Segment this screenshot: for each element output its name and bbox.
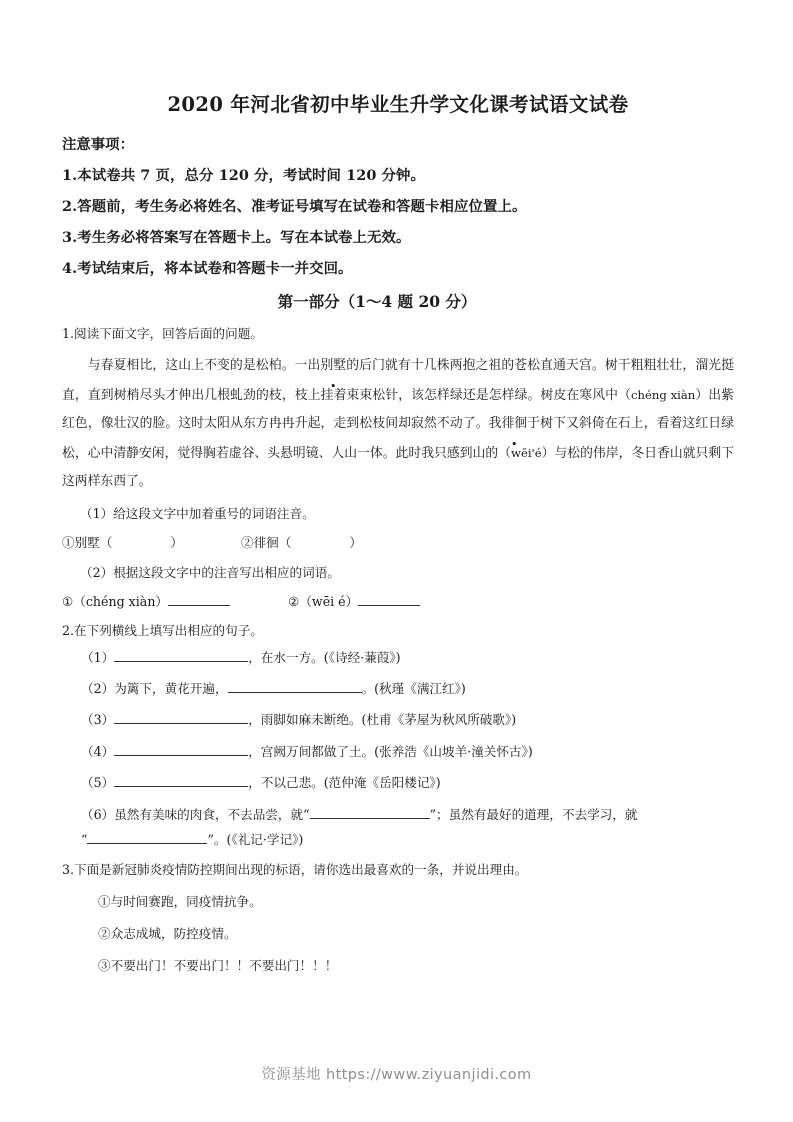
answer-blank-3[interactable] xyxy=(168,593,230,606)
item-6-part-1: 虽然有美味的肉食，不去品尝，就“ xyxy=(114,806,310,822)
pinyin-answer-item-2: ②（wēi é） xyxy=(288,593,359,609)
passage-seg-1: 与春夏相比，这山上不变的是松柏。一出 xyxy=(87,358,321,374)
emphasis-word-bieshu: 别墅 xyxy=(320,352,346,381)
notice-item-3: 3.考生务必将答案写在答题卡上。写在本试卷上无效。 xyxy=(62,229,411,247)
item-text-3: ，雨脚如麻未断绝。(杜甫《茅屋为秋风所破歌》) xyxy=(248,712,517,728)
slogan-item-3: ③不要出门！不要出门！！不要出门！！！ xyxy=(98,958,338,974)
question-2-item-1 xyxy=(62,649,734,668)
item-number-2: （2） xyxy=(81,681,115,697)
item-number-1: （1） xyxy=(81,649,115,665)
answer-item-2-prefix: ②徘徊（ xyxy=(240,535,292,551)
pinyin-weie: wēi'é xyxy=(511,445,542,460)
question-1-sub-1-label: （1）给这段文字中加着重号的词语注音。 xyxy=(80,506,315,522)
answer-item-1-suffix: ） xyxy=(170,535,183,551)
item-6-part-2: ”；虽然有最好的道理，不去学习，就 xyxy=(429,806,638,822)
question-2-item-6-line-1 xyxy=(62,806,734,825)
item-number-6: （6） xyxy=(81,806,115,822)
pinyin-answer-item-1: ①（chéng xiàn） xyxy=(62,593,169,609)
item-number-3: （3） xyxy=(81,712,115,728)
page-title: 2020 年河北省初中毕业生升学文化课考试语文试卷 xyxy=(167,93,629,116)
page-content xyxy=(62,92,734,989)
item-text-5: ，不以己悲。(范仲淹《岳阳楼记》) xyxy=(248,775,441,791)
fill-blank-2[interactable] xyxy=(228,680,362,693)
question-3-stem: 3.下面是新冠肺炎疫情防控期间出现的标语，请你选出最喜欢的一条，并说出理由。 xyxy=(62,862,528,878)
question-1-stem: 1.阅读下面文字，回答后面的问题。 xyxy=(62,326,263,342)
question-1-sub-2-label: （2）根据这段文字中的注音写出相应的词语。 xyxy=(80,564,340,580)
item-number-5: （5） xyxy=(81,775,115,791)
question-1-passage xyxy=(62,352,734,497)
slogan-item-1: ①与时间赛跑，同疫情抗争。 xyxy=(98,893,262,909)
notice-item-4: 4.考试结束后，将本试卷和答题卡一并交回。 xyxy=(62,260,353,278)
item-text-4: ，宫阙万间都做了土。(张养浩《山坡羊·潼关怀古》) xyxy=(248,743,533,759)
emphasis-word-paihuai: 徘徊 xyxy=(502,410,528,439)
item-6-part-3: “ xyxy=(81,831,88,847)
question-2-item-3 xyxy=(62,711,734,730)
question-2-item-4 xyxy=(62,743,734,762)
item-text-2: 。(秋瑾《满江红》) xyxy=(361,681,466,697)
question-2-item-6-line-2 xyxy=(62,831,734,850)
fill-blank-6a[interactable] xyxy=(310,806,430,819)
passage-seg-3: ）出紫红色，像壮汉的脸。这时太阳从东方冉冉升起，走到松枝间却寂然不动了。我 xyxy=(62,387,735,432)
passage-seg-2: 的后门就有十几株两抱之祖的苍松直通天宫。树干粗粗壮壮，溜光挺直，直到树梢尽头才伸出几根虬劲的枝，枝上挂着束束松针，该怎样绿还是怎样绿。树皮在寒风中（ xyxy=(62,358,735,403)
answer-item-2-suffix: ） xyxy=(349,535,362,551)
question-2-item-2 xyxy=(62,680,734,699)
pinyin-chengxian: chéng xiàn xyxy=(631,387,696,402)
item-prefix-2: 为篱下，黄花开遍， xyxy=(114,681,228,697)
fill-blank-3[interactable] xyxy=(114,712,248,725)
item-text-1: ，在水一方。(《诗经·蒹葭》) xyxy=(248,649,401,665)
question-1-sub-1-answers xyxy=(62,534,734,552)
passage-seg-4: 于树下又斜倚在石上，看着这红日绿松，心中清静安闲，觉得胸若虚谷、头悬明镜、人山一体。此时我只感到山的（ xyxy=(62,416,735,461)
answer-item-1-prefix: ①别墅（ xyxy=(62,535,113,551)
question-1-sub-2-answers xyxy=(62,593,734,611)
section-heading-part-one: 第一部分（1～4 题 20 分） xyxy=(277,292,477,312)
fill-blank-1[interactable] xyxy=(114,649,248,662)
fill-blank-5[interactable] xyxy=(114,774,248,787)
fill-blank-4[interactable] xyxy=(114,743,248,756)
slogan-item-2: ②众志成城，防控疫情。 xyxy=(98,925,237,941)
watermark: 资源基地 https://www.ziyuanjidi.com xyxy=(261,1067,532,1083)
fill-blank-6b[interactable] xyxy=(87,831,207,844)
question-2-item-5 xyxy=(62,774,734,793)
item-6-part-4: ”。(《礼记·学记》) xyxy=(207,831,304,847)
question-2-stem: 2.在下列横线上填写出相应的句子。 xyxy=(62,623,263,639)
notice-item-1: 1.本试卷共 7 页，总分 120 分，考试时间 120 分钟。 xyxy=(62,167,426,185)
notice-item-2: 2.答题前，考生务必将姓名、准考证号填写在试卷和答题卡相应位置上。 xyxy=(62,198,527,216)
answer-blank-4[interactable] xyxy=(358,593,420,606)
notice-heading: 注意事项： xyxy=(62,136,134,154)
item-number-4: （4） xyxy=(81,743,115,759)
passage-seg-5: ）与松的伟岸，冬日香山就只剩下这两样东西了。 xyxy=(62,445,735,490)
